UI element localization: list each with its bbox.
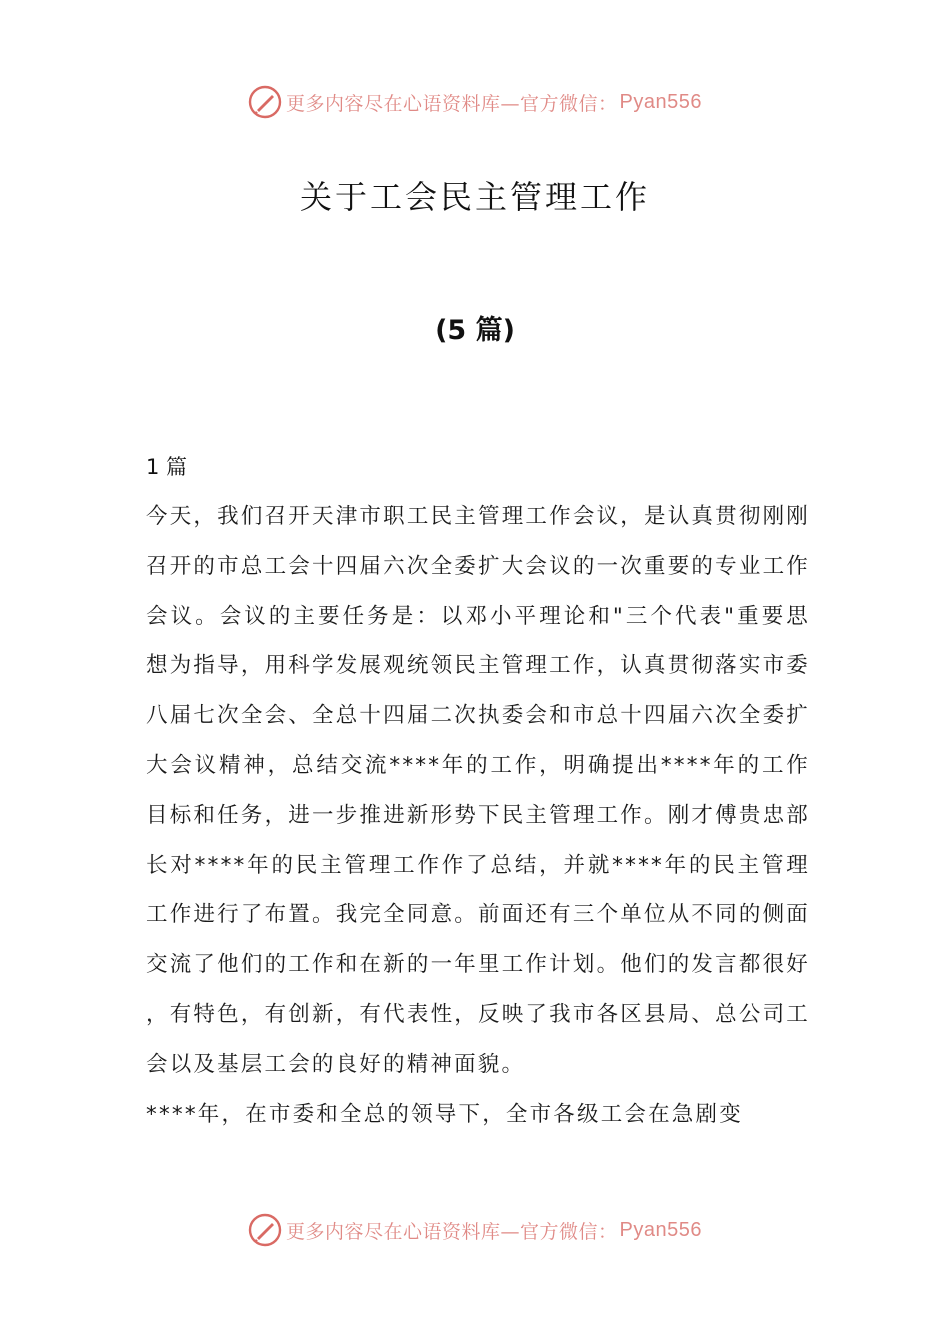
- document-body: [146, 450, 810, 1139]
- document-title: 关于工会民主管理工作: [299, 178, 650, 216]
- header-watermark: [0, 82, 950, 122]
- watermark-wechat-id: Pyan556: [619, 1218, 702, 1241]
- quill-logo-icon: [248, 85, 282, 119]
- watermark-text: 更多内容尽在心语资料库—官方微信：: [286, 92, 618, 115]
- watermark-wechat-id: Pyan556: [619, 90, 702, 113]
- section-label: 1 篇: [146, 455, 188, 479]
- body-paragraph: 今天，我们召开天津市职工民主管理工作会议，是认真贯彻刚刚召开的市总工会十四届六次全委扩大会议的一次重要的专业工作会议。会议的主要任务是：以邓小平理论和"三个代表"重要思想为指导，用科学发展观统领民主管理工作，认真贯彻落实市委八届七次全会、全总十四届二次执委会和市总十四届六次全委扩大会议精神，总结交流****年的工作，明确提出****年的工作目标和任务，进一步推进新形势下民主管理工作。刚才傅贵忠部长对****年的民主管理工作作了总结，并就****年的民主管理工作进行了布置。我完全同意。前面还有三个单位从不同的侧面交流了他们的工作和在新的一年里工作计划。他们的发言都很好，有特色，有创新，有代表性，反映了我市各区县局、总公司工会以及基层工会的良好的精神面貌。: [146, 504, 810, 1077]
- document-subtitle: (5 篇): [435, 315, 515, 346]
- quill-logo-icon: [248, 1213, 282, 1247]
- footer-watermark: [0, 1210, 950, 1250]
- body-paragraph: ****年，在市委和全总的领导下，全市各级工会在急剧变: [146, 1101, 743, 1127]
- watermark-text: 更多内容尽在心语资料库—官方微信：: [286, 1220, 618, 1243]
